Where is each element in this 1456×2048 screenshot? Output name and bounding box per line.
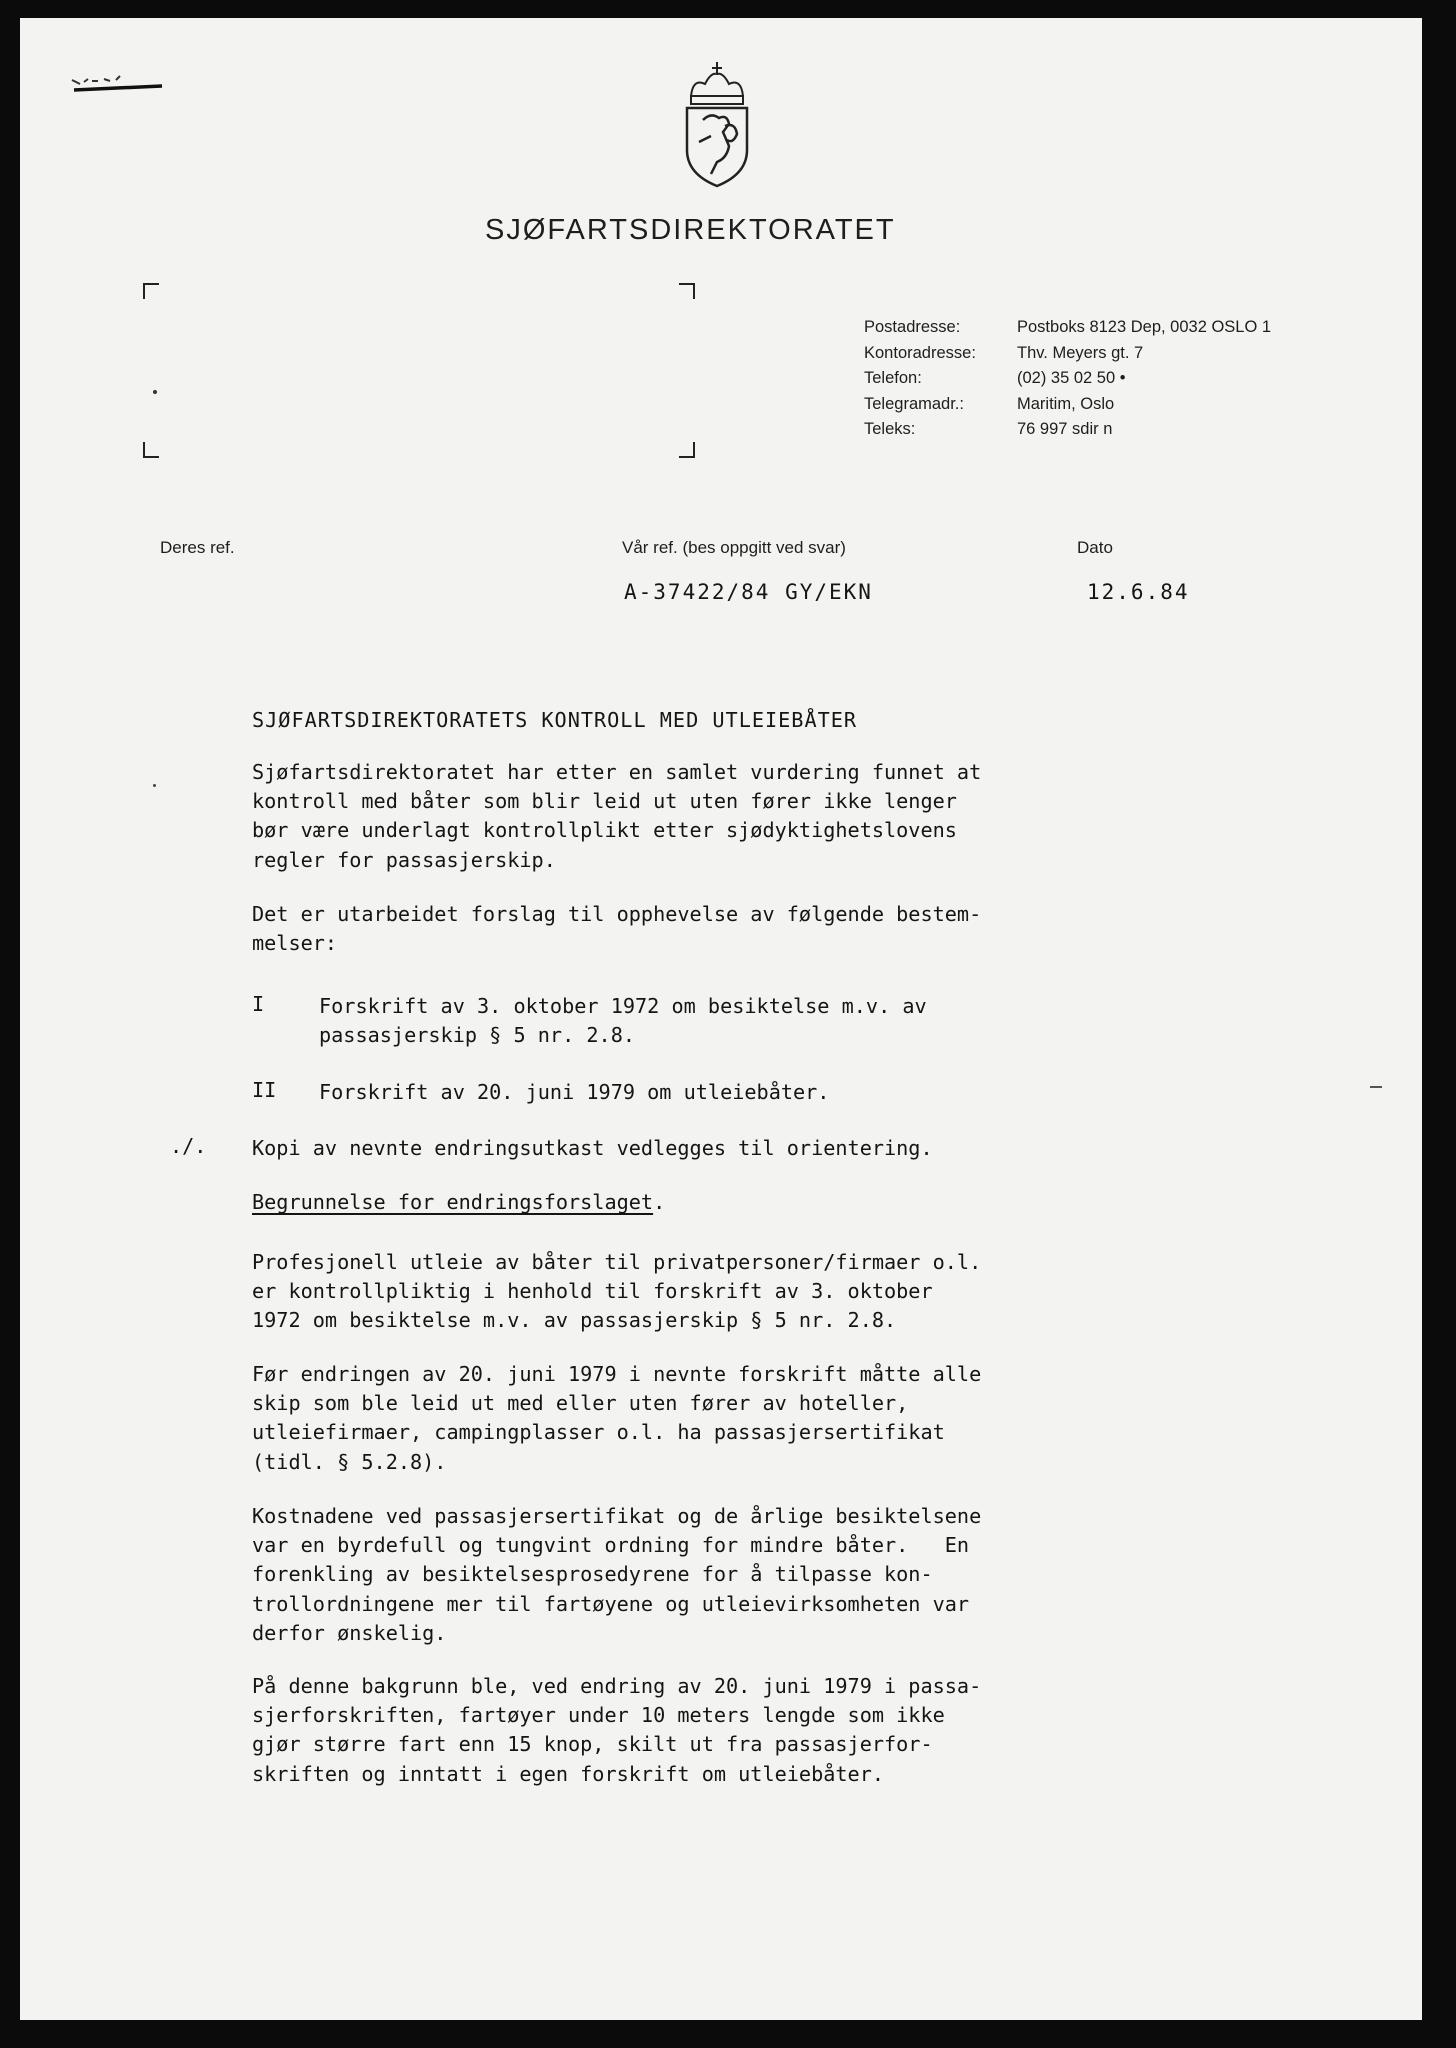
address-value-telegram: Maritim, Oslo	[1017, 394, 1115, 413]
paragraph-proposal: Det er utarbeidet forslag til opphevelse av følgende bestem- melser:	[252, 902, 982, 956]
subheading-text: Begrunnelse for endringsforslaget	[252, 1190, 654, 1214]
scan-speck	[153, 390, 157, 394]
address-values	[1017, 315, 1387, 443]
paragraph-costs: Kostnadene ved passasjersertifikat og de årlige besiktelsene var en byrdefull og tungvint ordning for mindre båter. En forenkling av besiktelsesprosedyrene for å tilpasse kon- trollordningene mer til fartøyene og utleievirksomheten var derfor ønskelig.	[252, 1504, 982, 1645]
var-ref-value: A-37422/84 GY/EKN	[624, 580, 873, 604]
enclosure-note: Kopi av nevnte endringsutkast vedlegges til orientering.	[252, 1136, 933, 1160]
paragraph-before-change: Før endringen av 20. juni 1979 i nevnte forskrift måtte alle skip som ble leid ut med eller uten fører av hoteller, utleiefirmaer, campingplasser o.l. ha passasjersertifikat (tidl. § 5.2.8).	[252, 1362, 982, 1474]
window-corner-top-right	[679, 283, 695, 299]
scan-speck	[153, 784, 156, 787]
paragraph-intro: Sjøfartsdirektoratet har etter en samlet vurdering funnet at kontroll med båter som blir leid ut uten fører ikke lenger bør være underlagt kontrollplikt etter sjødyktighetslovens regler for passasjerskip.	[252, 760, 982, 872]
document-page	[20, 18, 1422, 2020]
scan-speck	[1370, 1086, 1382, 1088]
address-value-telex: 76 997 sdir n	[1017, 420, 1113, 439]
address-label-phone: Telefon:	[864, 369, 922, 388]
address-value-post: Postboks 8123 Dep, 0032 OSLO 1	[1017, 318, 1272, 336]
subheading-period: .	[653, 1190, 666, 1214]
paragraph-rental: Profesjonell utleie av båter til privatpersoner/firmaer o.l. er kontrollpliktig i henhold til forskrift av 3. oktober 1972 om besiktelse m.v. av passasjerskip § 5 nr. 2.8.	[252, 1250, 982, 1333]
address-label-telex: Teleks:	[864, 420, 916, 439]
letter-title: SJØFARTSDIREKTORATETS KONTROLL MED UTLEIEBÅTER	[252, 708, 858, 732]
var-ref-label: Vår ref. (bes oppgitt ved svar)	[622, 538, 846, 557]
list-item-number-2: II	[252, 1078, 277, 1102]
deres-ref-label: Deres ref.	[160, 538, 235, 557]
window-corner-bottom-left	[143, 442, 159, 458]
paragraph-background: På denne bakgrunn ble, ved endring av 20. juni 1979 i passa- sjerforskriften, fartøyer under 10 meters lengde som ikke gjør større fart enn 15 knop, skilt ut fra passasjerfor- skriften og inntatt i egen forskrift om utleiebåter.	[252, 1674, 982, 1786]
address-value-phone: (02) 35 02 50 •	[1017, 369, 1126, 388]
agency-name: SJØFARTSDIREKTORATET	[485, 214, 896, 246]
window-corner-bottom-right	[679, 442, 695, 458]
norway-coat-of-arms-icon	[681, 62, 753, 190]
enclosure-mark: ./.	[170, 1134, 207, 1158]
address-label-post: Postadresse:	[864, 318, 961, 336]
address-label-telegram: Telegramadr.:	[864, 394, 964, 413]
window-corner-top-left	[143, 283, 159, 299]
handwritten-mark	[70, 74, 166, 96]
list-item-number-1: I	[252, 992, 265, 1016]
list-item-text-2: Forskrift av 20. juni 1979 om utleiebåter.	[319, 1080, 830, 1104]
address-labels	[864, 315, 1014, 443]
address-label-office: Kontoradresse:	[864, 343, 976, 362]
date-value: 12.6.84	[1087, 580, 1190, 604]
address-value-office: Thv. Meyers gt. 7	[1017, 343, 1144, 362]
section-subheading	[252, 1190, 665, 1214]
dato-label: Dato	[1077, 538, 1113, 557]
list-item-text-1: Forskrift av 3. oktober 1972 om besiktelse m.v. av passasjerskip § 5 nr. 2.8.	[319, 994, 927, 1048]
